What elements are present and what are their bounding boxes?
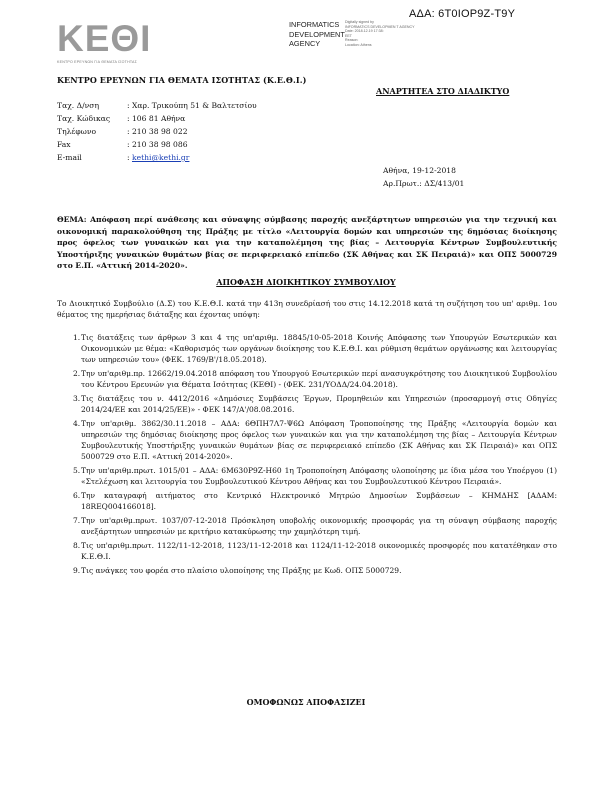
ada-code: ΑΔΑ: 6Τ0ΙΟΡ9Ζ-Τ9Υ [409, 8, 516, 20]
contact-value: : 106 81 Αθήνα [127, 114, 186, 123]
email-prefix: : [127, 153, 132, 162]
item-number: 9. [73, 566, 81, 575]
item-text: Την υπ'αριθμ.πρωτ. 1015/01 – ΑΔΑ: 6Μ630Ρ9Ζ-Η60 1η Τροποποίηση Απόφασης υλοποίησης με ίδια μέσα του Υποέργου (1) «Στελέχωση και λειτουργία του Συμβουλευτικού Κέντρου Αθήνας και του Συμβουλευτικού Κέντρου Πειραιά». [81, 466, 557, 486]
list-item [57, 565, 557, 576]
document-date: Αθήνα, 19-12-2018 [383, 166, 456, 175]
item-text: Τις υπ'αριθμ.πρωτ. 1122/11-12-2018, 1123/11-12-2018 και 1124/11-12-2018 οικονομικές προσφορές που κατατέθηκαν στο Κ.Ε.Θ.Ι. [81, 541, 557, 561]
item-text: Την καταγραφή αιτήματος στο Κεντρικό Ηλεκτρονικό Μητρώο Δημοσίων Συμβάσεων – ΚΗΜΔΗΣ [ΑΔΑΜ: 18REQ004166018]. [81, 491, 557, 511]
logo-subtitle: ΚΕΝΤΡΟ ΕΡΕΥΝΩΝ ΓΙΑ ΘΕΜΑΤΑ ΙΣΟΤΗΤΑΣ [57, 60, 138, 64]
contact-label: Ταχ. Κώδικας [57, 114, 111, 123]
contact-row-email [57, 151, 257, 164]
digital-signature-details [345, 20, 415, 48]
contact-row-postcode [57, 112, 257, 125]
signature-line: INFORMATICS DEVELOPMEN T AGENCY [345, 24, 415, 29]
contact-row-address [57, 99, 257, 112]
item-number: 5. [73, 466, 81, 475]
item-number: 8. [73, 541, 81, 550]
list-item [57, 393, 557, 415]
organization-name: ΚΕΝΤΡΟ ΕΡΕΥΝΩΝ ΓΙΑ ΘΕΜΑΤΑ ΙΣΟΤΗΤΑΣ (Κ.Ε.Θ.Ι.) [57, 75, 307, 85]
kethi-logo [57, 20, 157, 74]
contact-value: : 210 38 98 086 [127, 140, 188, 149]
signature-line: Date: 2018.12.19 17:38: [345, 29, 384, 34]
subject-paragraph: ΘΕΜΑ: Απόφαση περί ανάθεσης και σύναψης σύμβασης παροχής ανεξάρτητων υπηρεσιών για την τεχνική και οικονομική παρακολούθηση της Πράξης με τίτλο «Λειτουργία δομών και υπηρεσιών της δημόσιας διοίκησης προς όφελος των γυναικών και για την καταπολέμηση της βίας – Λειτουργία Κέντρων Συμβουλευτικής Υποστήριξης γυναικών θυμάτων βίας σε περιφερειακό επίπεδο (ΣΚ Αθήνας και ΣΚ Πειραιά)» και ΟΠΣ 5000729 στο Ε.Π. «Αττική 2014-2020». [57, 215, 557, 271]
list-item [57, 515, 557, 537]
contact-block [57, 99, 257, 164]
protocol-number: Αρ.Πρωτ.: ΔΣ/413/01 [383, 179, 465, 188]
list-item [57, 490, 557, 512]
contact-label: Ταχ. Δ/νση [57, 101, 100, 110]
list-item [57, 465, 557, 487]
signature-line: Location: Athens [345, 42, 372, 47]
contact-row-phone [57, 125, 257, 138]
signature-line: Digitally signed by [345, 20, 374, 24]
item-text: Την υπ'αριθμ.πρ. 12662/19.04.2018 απόφαση του Υπουργού Εσωτερικών περί ανασυγκρότησης του Διοικητικού Συμβουλίου του Κέντρου Ερευνών για Θέματα Ισότητας (ΚΕΘΙ) - (ΦΕΚ. 231/ΥΟΔΔ/24.04.2018). [81, 369, 557, 389]
item-text: Τις διατάξεις του ν. 4412/2016 «Δημόσιες Συμβάσεις Έργων, Προμηθειών και Υπηρεσιών (προσαρμογή στις Οδηγίες 2014/24/ΕΕ και 2014/25/ΕΕ)» - ΦΕΚ 147/Α'/08.08.2016. [81, 394, 557, 414]
issuer-line: DEVELOPMENT [289, 29, 345, 39]
list-item [57, 368, 557, 390]
signature-line: EET [345, 33, 352, 38]
item-number: 6. [73, 491, 81, 500]
item-text: Την υπ'αριθμ.πρωτ. 1037/07-12-2018 Πρόσκληση υποβολής οικονομικής προσφοράς για τη σύναψη σύμβασης παροχής ανεξάρτητων υπηρεσιών με κριτήριο κατακύρωσης την χαμηλότερη τιμή. [81, 516, 557, 536]
item-text: Τις διατάξεις των άρθρων 3 και 4 της υπ'αριθμ. 18845/10-05-2018 Κοινής Απόφασης των Υπουργών Εσωτερικών και Οικονομικών με θέμα: «Καθορισμός των οργάνων διοίκησης του Κ.Ε.Θ.Ι. και ρύθμιση θεμάτων οργάνωσης και λειτουργίας των υπηρεσιών του» (ΦΕΚ. 1769/Β'/18.05.2018). [81, 333, 557, 364]
intro-paragraph: Το Διοικητικό Συμβούλιο (Δ.Σ) του Κ.Ε.Θ.Ι. κατά την 413η συνεδρίασή του στις 14.12.2018 κατά τη συζήτηση του υπ' αριθμ. 1ου θέματος της ημερήσιας διάταξης και έχοντας υπόψη: [57, 299, 557, 319]
contact-label: Τηλέφωνο [57, 127, 97, 136]
email-link[interactable]: kethi@kethi.gr [131, 153, 190, 162]
list-item [57, 332, 557, 365]
item-number: 2. [73, 369, 81, 378]
item-number: 1. [73, 333, 81, 342]
decision-title: ΑΠΟΦΑΣΗ ΔΙΟΙΚΗΤΙΚΟΥ ΣΥΜΒΟΥΛΙΟΥ [216, 277, 396, 287]
logo-word: ΚΕΘΙ [57, 18, 152, 59]
contact-value [127, 151, 189, 164]
item-number: 4. [73, 419, 81, 428]
issuer-line: AGENCY [289, 39, 321, 49]
item-text: Τις ανάγκες του φορέα στο πλαίσιο υλοποίησης της Πράξης με Κωδ. ΟΠΣ 5000729. [81, 566, 402, 575]
signature-line: Reason: [345, 38, 359, 43]
decision-footer: ΟΜΟΦΩΝΩΣ ΑΠΟΦΑΣΙΖΕΙ [246, 697, 366, 707]
contact-label: Fax [57, 140, 71, 149]
publish-note: ΑΝΑΡΤΗΤΕΑ ΣΤΟ ΔΙΑΔΙΚΤΥΟ [376, 86, 510, 96]
date-protocol-block [383, 164, 464, 190]
item-number: 3. [73, 394, 81, 403]
issuer-line: INFORMATICS [289, 20, 340, 29]
contact-value: : 210 38 98 022 [127, 127, 188, 136]
contact-label: E-mail [57, 153, 82, 162]
list-item [57, 540, 557, 562]
contact-row-fax [57, 138, 257, 151]
contact-value: : Χαρ. Τρικούπη 51 & Βαλτετσίου [127, 101, 257, 110]
item-text: Την υπ'αριθμ. 3862/30.11.2018 – ΑΔΑ: 6ΘΠΗ7Λ7-Ψ6Ω Απόφαση Τροποποίησης της Πράξης «Λειτουργία δομών και υπηρεσιών της δημόσιας διοίκησης προς όφελος των γυναικών και για την καταπολέμηση της βίας – Λειτουργία Κέντρων Συμβουλευτικής Υποστήριξης γυναικών θυμάτων βίας σε περιφερειακό επίπεδο (ΣΚ Αθήνας και ΣΚ Πειραιά)» και ΟΠΣ 5000729 στο Ε.Π. «Αττική 2014-2020». [81, 419, 557, 461]
item-number: 7. [73, 516, 81, 525]
list-item [57, 418, 557, 462]
considerations-list [57, 332, 557, 579]
digital-signature-issuer [289, 20, 345, 49]
